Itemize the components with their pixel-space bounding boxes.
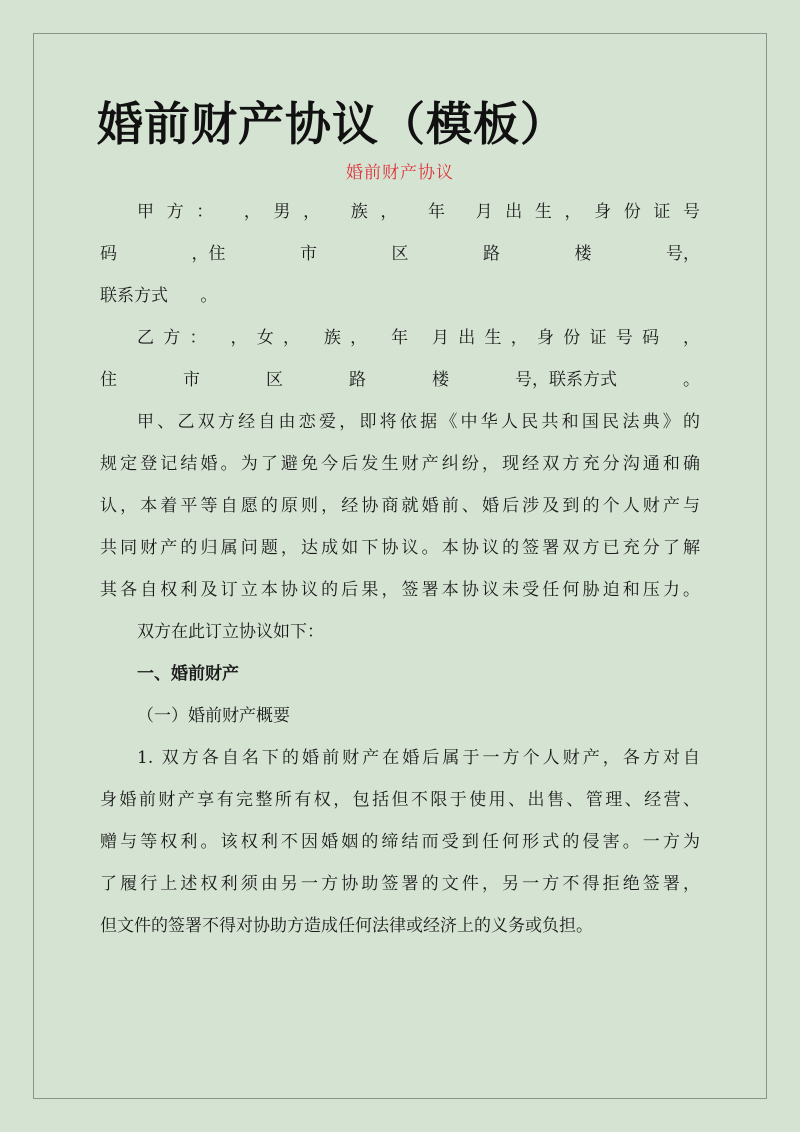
party-b-line-1: 乙方： ，女， 族， 年 月出生，身份证号码 ， (137, 328, 700, 348)
preamble-line: 共同财产的归属问题，达成如下协议。本协议的签署双方已充分了解 (100, 538, 700, 558)
preamble-line: 甲、乙双方经自由恋爱，即将依据《中华人民共和国民法典》的 (137, 412, 700, 432)
document-subtitle: 婚前财产协议 (346, 163, 454, 183)
page-border (33, 33, 767, 1099)
party-a-line-2-part: 楼 (574, 244, 592, 264)
party-b-line-2-part: 区 (266, 370, 283, 390)
party-a-line-2-part: 区 (391, 244, 409, 264)
clause-1-line: 赠与等权利。该权利不因婚姻的缔结而受到任何形式的侵害。一方为 (100, 832, 700, 852)
party-b-line-2-part: 号，联系方式 (515, 370, 617, 390)
document-heading: 婚前财产协议（模板） (97, 97, 567, 151)
party-a-line-2-part: 市 (300, 244, 317, 264)
clause-1-line: 了履行上述权利须由另一方协助签署的文件，另一方不得拒绝签署， (100, 874, 700, 894)
party-a-line-2-part: 号， (666, 244, 700, 264)
clause-1-line: 1. 双方各自名下的婚前财产在婚后属于一方个人财产，各方对自 (137, 748, 700, 768)
preamble-line: 规定登记结婚。为了避免今后发生财产纠纷，现经双方充分沟通和确 (100, 454, 700, 474)
section-1-1-title: （一）婚前财产概要 (137, 706, 290, 726)
party-a-line-2-part: 码 (100, 244, 117, 264)
party-a-line-2 (100, 242, 700, 266)
party-a-line-2-part: 路 (483, 244, 500, 264)
section-1-title: 一、婚前财产 (137, 664, 239, 684)
party-b-line-2 (100, 368, 700, 392)
party-a-line-3: 联系方式 。 (100, 286, 218, 306)
clause-1-line: 但文件的签署不得对协助方造成任何法律或经济上的义务或负担。 (100, 916, 593, 936)
party-a-line-1: 甲方： ，男， 族， 年 月出生，身份证号 (137, 202, 700, 222)
party-b-line-2-part: 住 (100, 370, 117, 390)
party-b-line-2-part: 路 (349, 370, 366, 390)
party-b-line-2-part: 。 (683, 370, 700, 390)
preamble-line: 其各自权利及订立本协议的后果，签署本协议未受任何胁迫和压力。 (100, 580, 700, 600)
party-a-line-2-part: ，住 (191, 244, 226, 264)
agreement-intro: 双方在此订立协议如下： (137, 622, 324, 642)
party-b-line-2-part: 楼 (432, 370, 449, 390)
party-b-line-2-part: 市 (183, 370, 200, 390)
clause-1-line: 身婚前财产享有完整所有权，包括但不限于使用、出售、管理、经营、 (100, 790, 700, 810)
preamble-line: 认，本着平等自愿的原则，经协商就婚前、婚后涉及到的个人财产与 (100, 496, 700, 516)
